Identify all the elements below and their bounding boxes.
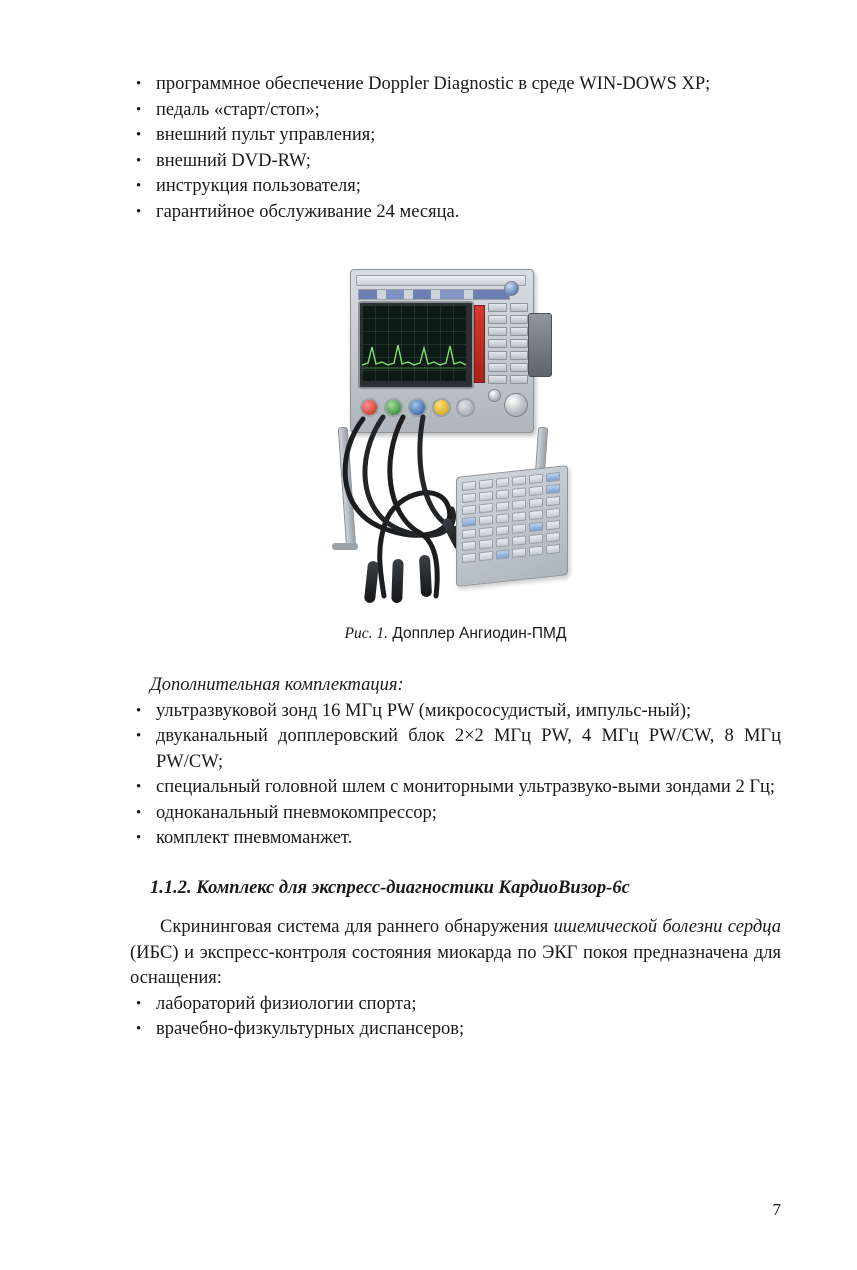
device-red-marker [474, 305, 485, 383]
list-item [130, 1017, 781, 1043]
bullet-glyph: • [136, 702, 142, 719]
figure-caption-text: Допплер Ангиодин-ПМД [392, 625, 567, 642]
device-side-panel [528, 313, 552, 377]
device-waveform [362, 339, 466, 369]
paragraph-part-a: Скрининговая система для раннего обнаружения [160, 917, 554, 937]
section-heading: 1.1.2. Комплекс для экспресс-диагностики КардиоВизор-6с [150, 877, 630, 898]
list-item-text: внешний DVD-RW; [156, 150, 311, 171]
list-item [130, 149, 781, 175]
bullet-glyph: • [136, 779, 142, 795]
extra-equipment-list [130, 699, 781, 852]
bullet-glyph: • [136, 203, 142, 220]
equipment-list [130, 72, 781, 225]
list-item-text: программное обеспечение Doppler Diagnostic в среде WIN-DOWS XP; [156, 74, 711, 94]
bullet-glyph: • [136, 152, 142, 169]
list-item [130, 200, 781, 226]
list-item-text: врачебно-физкультурных диспансеров; [156, 1019, 465, 1039]
list-item [130, 775, 781, 801]
bullet-glyph: • [136, 830, 142, 846]
bullet-glyph: • [136, 995, 142, 1012]
list-item [130, 826, 781, 852]
figure-caption [130, 625, 781, 643]
list-item-text: лабораторий физиологии спорта; [156, 993, 417, 1014]
bullet-glyph: • [136, 76, 142, 92]
list-item-text: гарантийное обслуживание 24 месяца. [156, 201, 460, 222]
figure-label: Рис. 1. [344, 625, 389, 642]
bullet-glyph: • [136, 178, 142, 194]
paragraph-emphasis: ишемической болезни сердца [553, 917, 781, 937]
ultrasound-probe [419, 555, 432, 598]
list-item-text: комплект пневмоманжет. [156, 828, 353, 848]
device-small-knob [488, 389, 501, 402]
device-indicator-bar [358, 289, 510, 300]
list-item [130, 992, 781, 1018]
list-item-text: специальный головной шлем с мониторными ультразвуко-выми зондами 2 Гц; [156, 777, 776, 797]
device-top-strip [356, 275, 526, 286]
list-item [130, 174, 781, 200]
extra-equipment-heading: Дополнительная комплектация: [150, 675, 404, 695]
bullet-glyph: • [136, 728, 142, 744]
device-illustration [328, 261, 583, 606]
bullet-glyph: • [136, 1021, 142, 1037]
list-item [130, 699, 781, 725]
list-item-text: одноканальный пневмокомпрессор; [156, 802, 437, 823]
list-item [130, 724, 781, 775]
device-power-indicator [504, 281, 519, 296]
list-item [130, 72, 781, 98]
waveform-icon [362, 339, 466, 369]
list-item-text: ультразвуковой зонд 16 МГц PW (микрососудистый, импульс-ный); [156, 700, 692, 721]
figure-block [130, 261, 781, 643]
list-item-text: инструкция пользователя; [156, 176, 361, 196]
application-list [130, 992, 781, 1043]
ultrasound-probe [391, 559, 404, 603]
list-item-text: внешний пульт управления; [156, 125, 376, 145]
list-item [130, 123, 781, 149]
body-paragraph [130, 915, 781, 992]
list-item-text: педаль «старт/стоп»; [156, 99, 320, 120]
list-item-text: двуканальный допплеровский блок 2×2 МГц PW, 4 МГц PW/CW, 8 МГц PW/CW; [156, 726, 781, 772]
bullet-glyph: • [136, 804, 142, 821]
bullet-glyph: • [136, 101, 142, 118]
bullet-glyph: • [136, 127, 142, 143]
external-keypad-keys [462, 472, 560, 576]
page-number: 7 [772, 1200, 781, 1219]
paragraph-part-c: (ИБС) и экспресс-контроля состояния миокарда по ЭКГ покоя предназначена для оснащения: [130, 942, 781, 988]
device-button-panel [488, 303, 528, 383]
list-item [130, 98, 781, 124]
list-item [130, 801, 781, 827]
